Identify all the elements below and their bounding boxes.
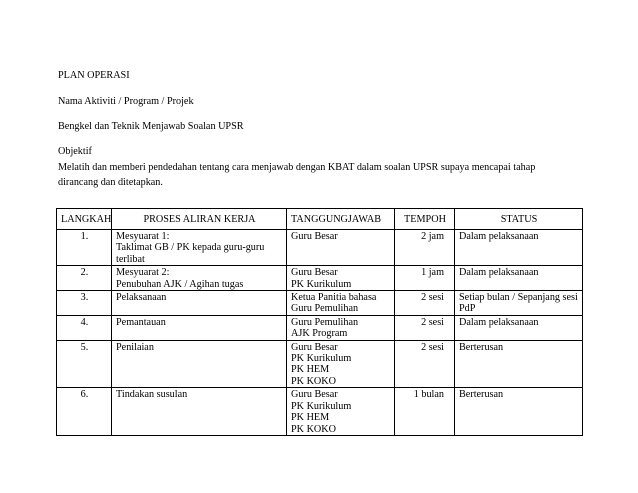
duration-cell: 2 sesi [395,340,455,388]
step-cell: 6. [57,388,112,436]
responsible-line: Guru Besar [291,389,338,401]
document-title: PLAN OPERASI [58,70,130,81]
process-line: terlibat [116,253,145,265]
table-row [57,291,583,316]
status-cell: Berterusan [455,388,583,436]
table-row [57,315,583,340]
table-row [57,230,583,266]
process-cell [112,291,287,316]
responsible-line: Guru Pemulihan [291,316,359,328]
header-duration: TEMPOH [395,209,455,230]
table-header-row [57,209,583,230]
process-line: Pelaksanaan [116,292,167,304]
step-cell: 5. [57,340,112,388]
step-cell: 1. [57,230,112,266]
header-process: PROSES ALIRAN KERJA [112,209,287,230]
table-row [57,340,583,388]
activity-name: Bengkel dan Teknik Menjawab Soalan UPSR [58,121,244,132]
status-cell: Setiap bulan / Sepanjang sesi PdP [455,291,583,316]
status-cell: Berterusan [455,340,583,388]
duration-cell: 2 sesi [395,291,455,316]
status-cell: Dalam pelaksanaan [455,315,583,340]
duration-cell: 1 bulan [395,388,455,436]
activity-label: Nama Aktiviti / Program / Projek [58,96,194,107]
process-cell [112,266,287,291]
responsible-line: PK KOKO [291,423,336,435]
process-line: Mesyuarat 2: [116,267,170,279]
objective-label: Objektif [58,146,92,157]
responsible-cell [287,340,395,388]
responsible-cell [287,266,395,291]
responsible-line: Guru Besar [291,267,338,279]
process-line: Penilaian [116,341,154,353]
duration-cell: 2 sesi [395,315,455,340]
responsible-cell [287,230,395,266]
process-line: Taklimat GB / PK kepada guru-guru [116,242,265,254]
responsible-cell [287,388,395,436]
responsible-line: PK Kurikulum [291,353,352,365]
header-step: LANGKAH [57,209,112,230]
step-cell: 4. [57,315,112,340]
table-row [57,266,583,291]
responsible-line: PK HEM [291,364,330,376]
operation-plan-table [56,208,583,436]
objective-text: Melatih dan memberi pendedahan tentang cara menjawab dengan KBAT dalam soalan UPSR supaya mencapai tahap dirancang dan ditetapkan. [58,162,536,188]
process-line: Penubuhan AJK / Agihan tugas [116,278,244,290]
header-status: STATUS [455,209,583,230]
responsible-line: Guru Pemulihan [291,303,359,315]
duration-cell: 1 jam [395,266,455,291]
process-cell [112,315,287,340]
process-cell [112,230,287,266]
status-cell: Dalam pelaksanaan [455,266,583,291]
table-row [57,388,583,436]
responsible-cell [287,315,395,340]
process-line: Tindakan susulan [116,389,188,401]
process-cell [112,388,287,436]
responsible-line: Ketua Panitia bahasa [291,292,377,304]
step-cell: 3. [57,291,112,316]
responsible-line: PK Kurikulum [291,400,352,412]
responsible-line: PK Kurikulum [291,278,352,290]
duration-cell: 2 jam [395,230,455,266]
step-cell: 2. [57,266,112,291]
header-responsible: TANGGUNGJAWAB [287,209,395,230]
responsible-line: Guru Besar [291,341,338,353]
status-cell: Dalam pelaksanaan [455,230,583,266]
responsible-line: PK HEM [291,412,330,424]
responsible-line: PK KOKO [291,375,336,387]
process-cell [112,340,287,388]
responsible-cell [287,291,395,316]
responsible-line: Guru Besar [291,231,338,242]
process-line: Pemantauan [116,316,166,328]
process-line: Mesyuarat 1: [116,231,170,242]
responsible-line: AJK Program [291,328,348,340]
